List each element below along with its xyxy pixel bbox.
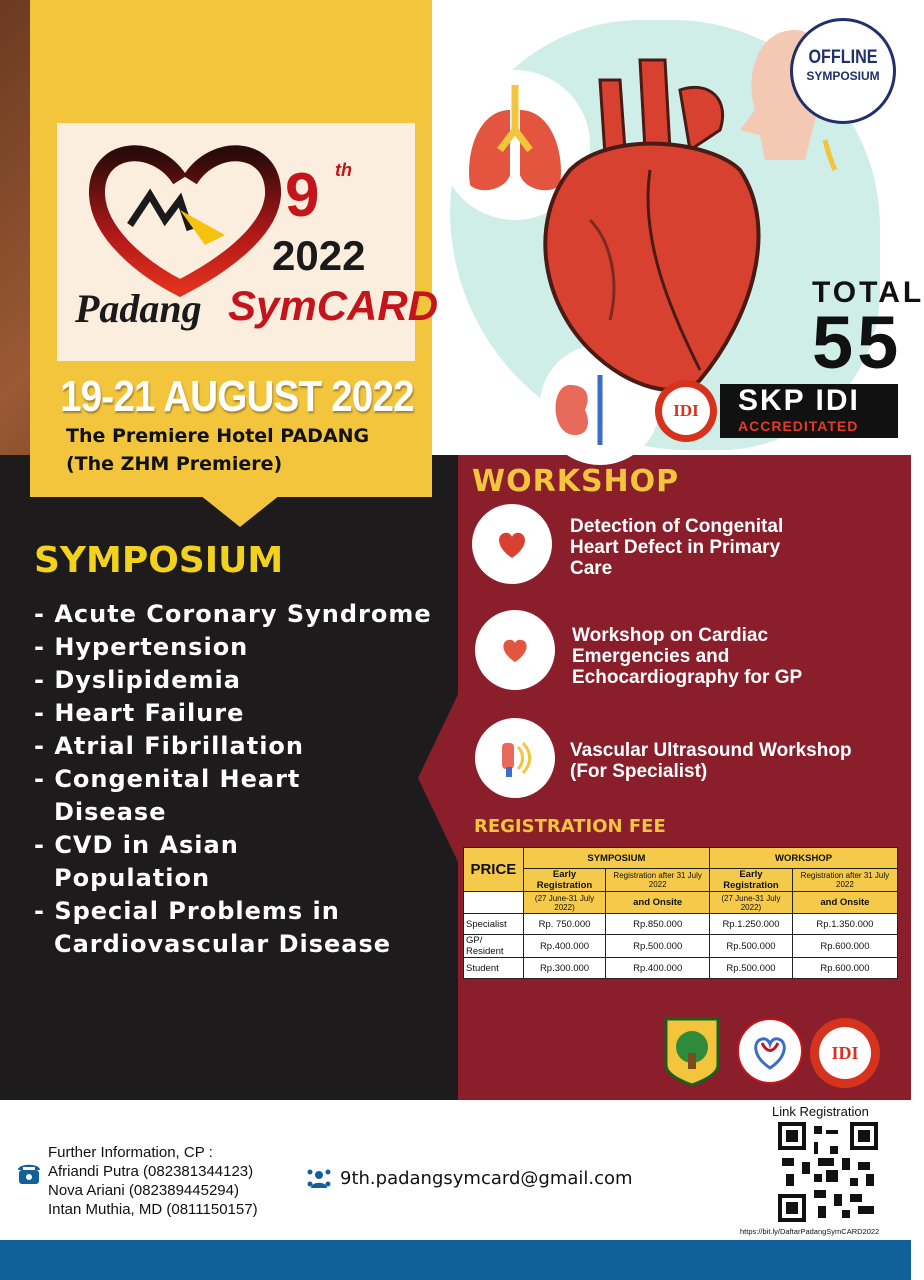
subheader: Early Registration bbox=[710, 869, 793, 892]
symposium-header: SYMPOSIUM bbox=[523, 848, 709, 869]
empty-cell bbox=[464, 892, 524, 914]
logo-name-symcard: SymCARD bbox=[228, 282, 439, 329]
skp-label: SKP IDI bbox=[738, 384, 860, 417]
workshop-item-2: Workshop on Cardiac Emergencies and Echocardiography for GP bbox=[572, 625, 803, 688]
symposium-topic: - Dyslipidemia bbox=[34, 666, 241, 694]
contact-person: Afriandi Putra (082381344123) bbox=[48, 1163, 254, 1180]
contact-info-title: Further Information, CP : bbox=[48, 1144, 213, 1161]
logo-year: 2022 bbox=[272, 232, 366, 279]
symposium-topic: - Hypertension bbox=[34, 633, 249, 661]
qr-code-icon[interactable] bbox=[778, 1122, 878, 1222]
table-row: GP/ Resident Rp.400.000 Rp.500.000 Rp.500.000 Rp.600.000 bbox=[464, 935, 898, 958]
idi-logo-text: IDI bbox=[662, 387, 710, 435]
workshop-congenital-icon bbox=[472, 504, 552, 584]
subheader: and Onsite bbox=[606, 892, 710, 914]
logo-edition-number: 9 bbox=[285, 161, 320, 230]
workshop-title: WORKSHOP bbox=[472, 464, 680, 499]
contact-info bbox=[48, 1143, 258, 1219]
workshop-cardiac-icon bbox=[475, 610, 555, 690]
idi-logo-icon bbox=[655, 380, 717, 442]
perki-logo-icon bbox=[737, 1013, 803, 1089]
symposium-topic: - Atrial Fibrillation bbox=[34, 732, 304, 760]
symposium-topic: - Congenital Heart bbox=[34, 765, 301, 793]
idi-partner-logo-text: IDI bbox=[819, 1027, 871, 1079]
network-email-icon bbox=[306, 1166, 332, 1192]
symposium-title: SYMPOSIUM bbox=[34, 540, 284, 581]
subheader: (27 June-31 July 2022) bbox=[710, 892, 793, 914]
symposium-topic: - Heart Failure bbox=[34, 699, 245, 727]
subheader: (27 June-31 July 2022) bbox=[523, 892, 606, 914]
subheader: Registration after 31 July 2022 bbox=[792, 869, 897, 892]
subheader: and Onsite bbox=[792, 892, 897, 914]
subheader: Registration after 31 July 2022 bbox=[606, 869, 710, 892]
symposium-topic: - Acute Coronary Syndrome bbox=[34, 600, 432, 628]
table-row: Specialist Rp. 750.000 Rp.850.000 Rp.1.250.000 Rp.1.350.000 bbox=[464, 914, 898, 935]
heart-logo-icon bbox=[85, 140, 285, 290]
symposium-topic: Population bbox=[54, 864, 211, 892]
event-date: 19-21 AUGUST 2022 bbox=[60, 372, 414, 421]
offline-symposium-badge bbox=[790, 18, 896, 124]
subheader: Early Registration bbox=[523, 869, 606, 892]
footer-bar bbox=[0, 1240, 911, 1280]
symposium-topic: - CVD in Asian bbox=[34, 831, 239, 859]
symposium-topic: Cardiovascular Disease bbox=[54, 930, 392, 958]
symposium-topic: - Special Problems in bbox=[34, 897, 340, 925]
ultrasound-probe-icon bbox=[475, 718, 555, 798]
contact-email[interactable]: 9th.padangsymcard@gmail.com bbox=[340, 1168, 633, 1189]
venue-line-2: (The ZHM Premiere) bbox=[66, 453, 283, 475]
contact-person: Nova Ariani (082389445294) bbox=[48, 1182, 239, 1199]
table-row: Student Rp.300.000 Rp.400.000 Rp.500.000 Rp.600.000 bbox=[464, 958, 898, 979]
badge-line-1: OFFLINE bbox=[808, 47, 878, 68]
price-header: PRICE bbox=[464, 848, 524, 892]
logo-edition-suffix: th bbox=[335, 160, 352, 180]
registration-link[interactable]: https://bit.ly/DaftarPadangSymCARD2022 bbox=[740, 1227, 880, 1236]
skp-accredited: ACCREDITATED bbox=[738, 418, 859, 434]
province-crest-icon bbox=[662, 1015, 722, 1087]
idi-partner-logo-icon bbox=[810, 1018, 880, 1088]
registration-fee-title: REGISTRATION FEE bbox=[474, 816, 666, 837]
phone-icon bbox=[16, 1160, 42, 1186]
workshop-item-1: Detection of Congenital Heart Defect in Primary Care bbox=[570, 516, 784, 579]
badge-line-2: SYMPOSIUM bbox=[806, 69, 880, 83]
link-registration-title: Link Registration bbox=[772, 1104, 869, 1119]
workshop-header: WORKSHOP bbox=[710, 848, 898, 869]
header-yellow-arrow bbox=[200, 495, 280, 527]
contact-person: Intan Muthia, MD (0811150157) bbox=[48, 1201, 258, 1218]
skp-total-label: TOTAL bbox=[812, 276, 924, 309]
registration-fee-table bbox=[463, 847, 898, 979]
symposium-topic: Disease bbox=[54, 798, 167, 826]
skp-total-value: 55 bbox=[812, 301, 903, 384]
table-subheader-row bbox=[464, 892, 898, 914]
table-subheader-row bbox=[464, 869, 898, 892]
table-header-row bbox=[464, 848, 898, 869]
symposium-topic-list bbox=[34, 598, 432, 961]
venue-line-1: The Premiere Hotel PADANG bbox=[66, 425, 370, 447]
logo-name-padang: Padang bbox=[75, 286, 202, 331]
workshop-item-3: Vascular Ultrasound Workshop (For Specialist) bbox=[570, 740, 852, 782]
